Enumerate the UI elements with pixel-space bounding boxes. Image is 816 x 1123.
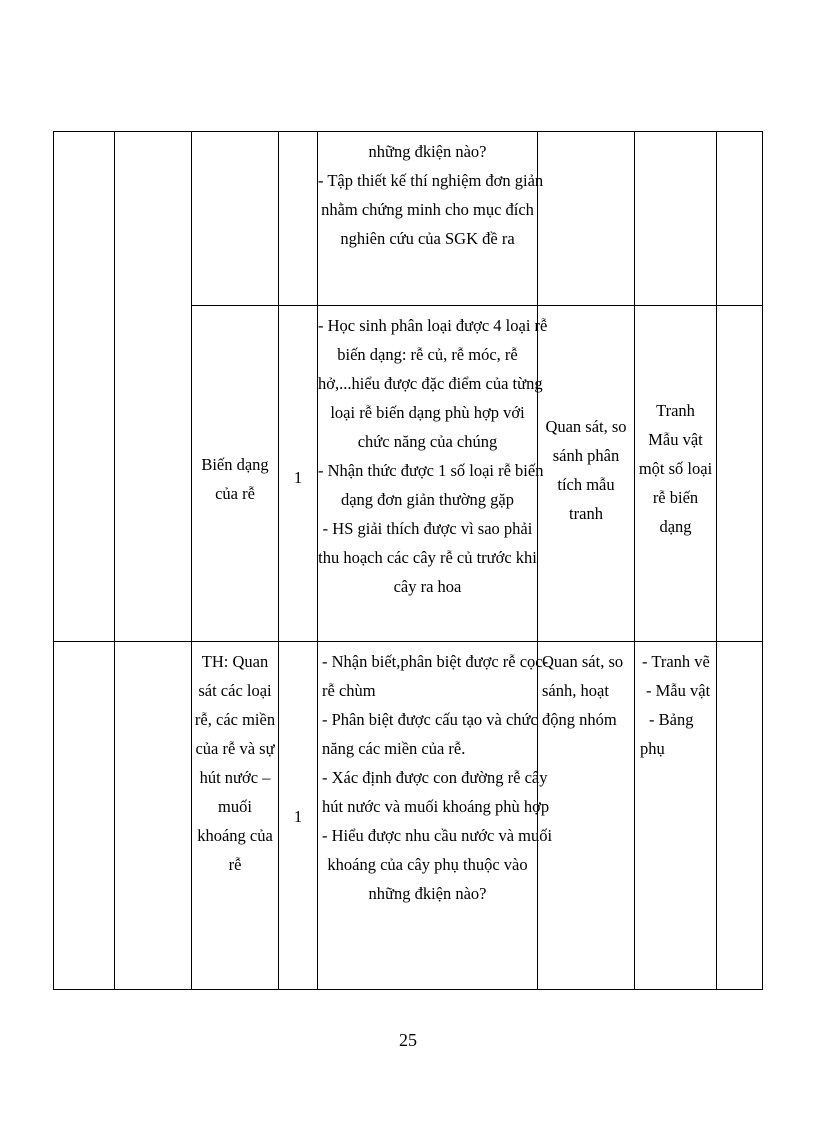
row3-methods: Quan sát, so sánh, hoạt động nhóm	[542, 652, 624, 729]
row-divider	[53, 641, 763, 642]
row3-topic: TH: Quan sát các loại rễ, các miền của rễ và sự hút nước – muối khoáng của rễ	[194, 652, 276, 874]
column-divider	[634, 131, 635, 990]
row1-objectives: những đkiện nào? - Tập thiết kế thí nghiệm đơn giản nhằm chứng minh cho mục đích nghiên cứu của SGK đề ra	[318, 142, 544, 248]
column-divider	[278, 131, 279, 990]
row2-periods: 1	[293, 468, 303, 487]
row2-objectives: - Học sinh phân loại được 4 loại rễ biến dạng: rễ củ, rễ móc, rễ hở,...hiểu được đặc điểm của từng loại rễ biến dạng phù hợp với chức năng của chúng - Nhận thức được 1 số loại rễ biến dạng đơn giản thường gặp - HS giải thích được vì sao phải thu hoạch các cây rễ củ trước khi cây ra hoa	[318, 316, 548, 596]
page-number: 25	[399, 1030, 417, 1050]
row2-topic: Biến dạng của rễ	[201, 455, 269, 503]
column-divider	[537, 131, 538, 990]
row3-periods: 1	[293, 807, 303, 826]
row2-methods: Quan sát, so sánh phân tích mẫu tranh	[545, 417, 627, 523]
row3-objectives: - Nhận biết,phân biệt được rễ cọc- rễ chùm - Phân biệt được cấu tạo và chức năng các miền của rễ. - Xác định được con đường rễ cây hút nước và muối khoáng phù hợp - Hiểu được nhu cầu nước và muối khoáng của cây phụ thuộc vào những đkiện nào?	[322, 652, 553, 903]
row-divider	[191, 305, 763, 306]
column-divider	[716, 131, 717, 990]
column-divider	[114, 131, 115, 990]
row3-materials: - Tranh vẽ - Mẫu vật - Bảng phụ	[640, 652, 711, 758]
row2-materials: Tranh Mẫu vật một số loại rễ biến dạng	[638, 401, 713, 536]
